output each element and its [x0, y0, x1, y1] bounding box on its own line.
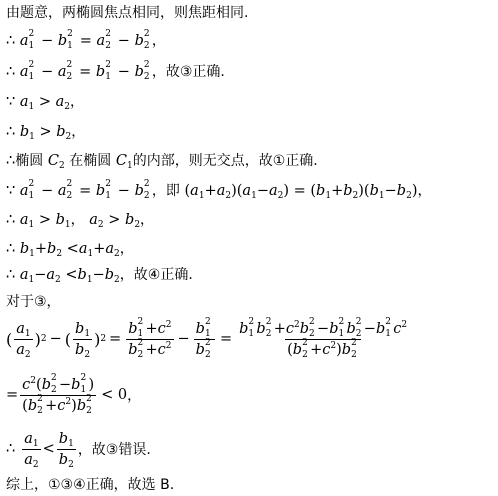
line-compare: ∴ $a_1 > b_1$， $a_2 > b_2$， [6, 212, 155, 230]
line-final-answer: 综上，①③④正确，故选 B. [6, 477, 175, 493]
line-a1-gt-a2: ∵ $a_1 > a_2$， [6, 94, 84, 112]
line-negative-result: = $c^2(b$ 2 2 −b 2 1 ) (b 2 2 $+c^2)b$ 2 2 < 0 ， [6, 372, 142, 416]
line-sum-compare: ∴ $b_1+b_2 <a_1+a_2$， [6, 241, 134, 259]
line-eq-rearranged: ∴ a 2 1 − a 2 2 = b 2 1 − b 2 2 ，故③正确. [6, 60, 225, 82]
line-eq-focal: ∴ a 2 1 − b 2 1 = a 2 2 − b 2 2 ， [6, 29, 166, 51]
line-intro: 由题意，两椭圆焦点相同，则焦距相同. [6, 5, 249, 21]
line-no-intersection: ∴椭圆 $C_2$ 在椭圆 $C_1$的内部，则无交点，故①正确. [6, 153, 318, 171]
line-conclusion-3: ∴ $\frac{a_1}{a_2}$ < $\frac{b_1}{b_2}$ ，故③错误. [6, 430, 151, 470]
line-regarding-3: 对于③， [6, 294, 61, 310]
line-diff-compare: ∴ $a_1-a_2 <b_1-b_2$，故④正确. [6, 267, 193, 285]
line-factor: ∵ a 2 1 − a 2 2 = b 2 1 − b 2 2 ，即 $(a_1+a_2)(a_1-a_2) = (b_1+b_2)(b_1-b_2)$， [6, 179, 432, 201]
line-ratio-difference: ( $\frac{a_1}{a_2}$ ) 2 − ( $\frac{b_1}{b_2}$ ) 2 = b 2 1 $+c^2$ b 2 2 $+c^2$ − b 2 1 b 2 2 = b 2 1 b 2 2 $+c^2b$ 2 2 −b 2 1 b 2 2 −b 2 1 $c^2$ (b 2 2 $+c^2)b$ 2 2 [6, 316, 408, 360]
line-b1-gt-b2: ∴ $b_1 > b_2$， [6, 124, 86, 142]
